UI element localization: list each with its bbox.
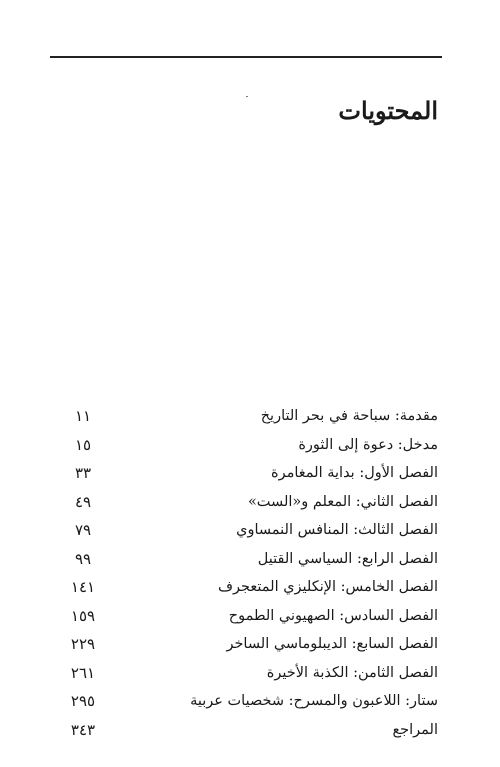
toc-entry	[58, 687, 438, 716]
toc-entry	[58, 402, 438, 431]
toc-entry-title: ستار: اللاعبون والمسرح: شخصيات عربية	[190, 693, 438, 710]
toc-entry	[58, 459, 438, 488]
table-of-contents	[58, 402, 438, 744]
header-rule	[50, 56, 442, 58]
toc-entry-title: الفصل السابع: الديبلوماسي الساخر	[226, 636, 438, 653]
toc-entry-page: ٩٩	[74, 549, 92, 568]
page-title: المحتويات	[338, 96, 438, 125]
toc-entry	[58, 602, 438, 631]
toc-entry-page: ٢٩٥	[70, 692, 96, 711]
toc-entry	[58, 488, 438, 517]
toc-entry-title: الفصل السادس: الصهيوني الطموح	[228, 607, 438, 624]
toc-entry-title: الفصل الثاني: المعلم و«الست»	[247, 493, 438, 510]
toc-entry-page: ٧٩	[74, 521, 92, 540]
toc-entry	[58, 516, 438, 545]
toc-entry-title: الفصل الأول: بداية المغامرة	[271, 465, 438, 482]
toc-entry-title: مدخل: دعوة إلى الثورة	[298, 436, 438, 453]
toc-entry-page: ١٤١	[70, 578, 96, 597]
toc-entry	[58, 716, 438, 745]
toc-entry-page: ١١	[74, 407, 92, 426]
toc-entry-title: الفصل الثامن: الكذبة الأخيرة	[266, 664, 438, 681]
toc-entry	[58, 545, 438, 574]
toc-entry-title: الفصل الخامس: الإنكليزي المتعجرف	[218, 579, 438, 596]
print-speck	[246, 96, 248, 97]
toc-entry-title: الفصل الثالث: المنافس النمساوي	[236, 522, 438, 539]
toc-entry	[58, 659, 438, 688]
toc-entry-title: مقدمة: سباحة في بحر التاريخ	[260, 408, 438, 425]
toc-entry-page: ٣٣	[74, 464, 92, 483]
toc-entry-title: المراجع	[392, 721, 438, 738]
toc-entry-title: الفصل الرابع: السياسي القتيل	[257, 550, 438, 567]
toc-entry-page: ١٥٩	[70, 606, 96, 625]
toc-entry-page: ٣٤٣	[70, 720, 96, 739]
toc-entry-page: ٢٢٩	[70, 635, 96, 654]
toc-entry-page: ٢٦١	[70, 663, 96, 682]
toc-entry	[58, 431, 438, 460]
toc-entry	[58, 630, 438, 659]
toc-entry-page: ١٥	[74, 435, 92, 454]
toc-entry-page: ٤٩	[74, 492, 92, 511]
toc-entry	[58, 573, 438, 602]
